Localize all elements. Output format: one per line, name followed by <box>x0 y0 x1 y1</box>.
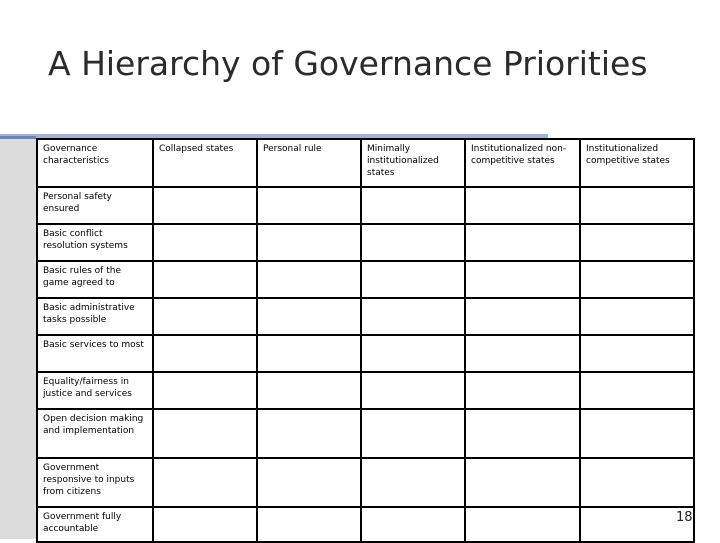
table-cell <box>257 507 361 542</box>
left-sidebar-panel <box>0 139 36 539</box>
table-header-row <box>37 139 694 187</box>
table-cell <box>257 298 361 335</box>
table-cell <box>361 298 465 335</box>
table-cell <box>361 507 465 542</box>
table-cell <box>465 335 580 372</box>
header-cell: Minimally institutionalized states <box>361 139 465 187</box>
row-label: Government fully accountable <box>37 507 153 542</box>
header-cell: Governance characteristics <box>37 139 153 187</box>
table-cell <box>257 261 361 298</box>
table-cell <box>361 409 465 458</box>
header-cell: Institutionalized non-competitive states <box>465 139 580 187</box>
table-cell <box>580 372 694 409</box>
row-label: Basic services to most <box>37 335 153 372</box>
table-cell <box>257 335 361 372</box>
table-row <box>37 298 694 335</box>
table-row <box>37 224 694 261</box>
table-cell <box>153 372 257 409</box>
table-cell <box>153 224 257 261</box>
table-cell <box>465 224 580 261</box>
table-cell <box>361 187 465 224</box>
table-cell <box>580 261 694 298</box>
table-row <box>37 372 694 409</box>
table-cell <box>361 261 465 298</box>
table-row <box>37 458 694 507</box>
table-cell <box>153 261 257 298</box>
row-label: Basic rules of the game agreed to <box>37 261 153 298</box>
table-row <box>37 335 694 372</box>
table-cell <box>257 409 361 458</box>
table-cell <box>257 224 361 261</box>
table-cell <box>465 507 580 542</box>
slide-title: A Hierarchy of Governance Priorities <box>48 44 648 83</box>
page-number: 18 <box>676 510 693 525</box>
table-cell <box>153 507 257 542</box>
table-cell <box>153 187 257 224</box>
table-cell <box>257 458 361 507</box>
table-cell <box>465 298 580 335</box>
table-cell <box>465 187 580 224</box>
table-cell <box>580 409 694 458</box>
header-cell: Personal rule <box>257 139 361 187</box>
table-cell <box>465 261 580 298</box>
header-cell: Institutionalized competitive states <box>580 139 694 187</box>
table-cell <box>361 372 465 409</box>
table-cell <box>257 187 361 224</box>
row-label: Basic conflict resolution systems <box>37 224 153 261</box>
table-cell <box>580 298 694 335</box>
table-cell <box>257 372 361 409</box>
table-cell <box>153 409 257 458</box>
table-cell <box>465 409 580 458</box>
table-cell <box>153 458 257 507</box>
row-label: Open decision making and implementation <box>37 409 153 458</box>
governance-table <box>36 138 695 543</box>
row-label: Equality/fairness in justice and services <box>37 372 153 409</box>
header-cell: Collapsed states <box>153 139 257 187</box>
table-cell <box>361 335 465 372</box>
table-cell <box>580 458 694 507</box>
table-cell <box>361 224 465 261</box>
row-label: Personal safety ensured <box>37 187 153 224</box>
table-cell <box>465 458 580 507</box>
table-cell <box>153 298 257 335</box>
table-row <box>37 261 694 298</box>
table-cell <box>361 458 465 507</box>
table-row <box>37 409 694 458</box>
table-row <box>37 187 694 224</box>
row-label: Basic administrative tasks possible <box>37 298 153 335</box>
row-label: Government responsive to inputs from citizens <box>37 458 153 507</box>
table-cell <box>153 335 257 372</box>
title-underline-accent <box>0 136 36 139</box>
table-cell <box>580 224 694 261</box>
table-row <box>37 507 694 542</box>
table-cell <box>465 372 580 409</box>
table-cell <box>580 187 694 224</box>
table-cell <box>580 335 694 372</box>
